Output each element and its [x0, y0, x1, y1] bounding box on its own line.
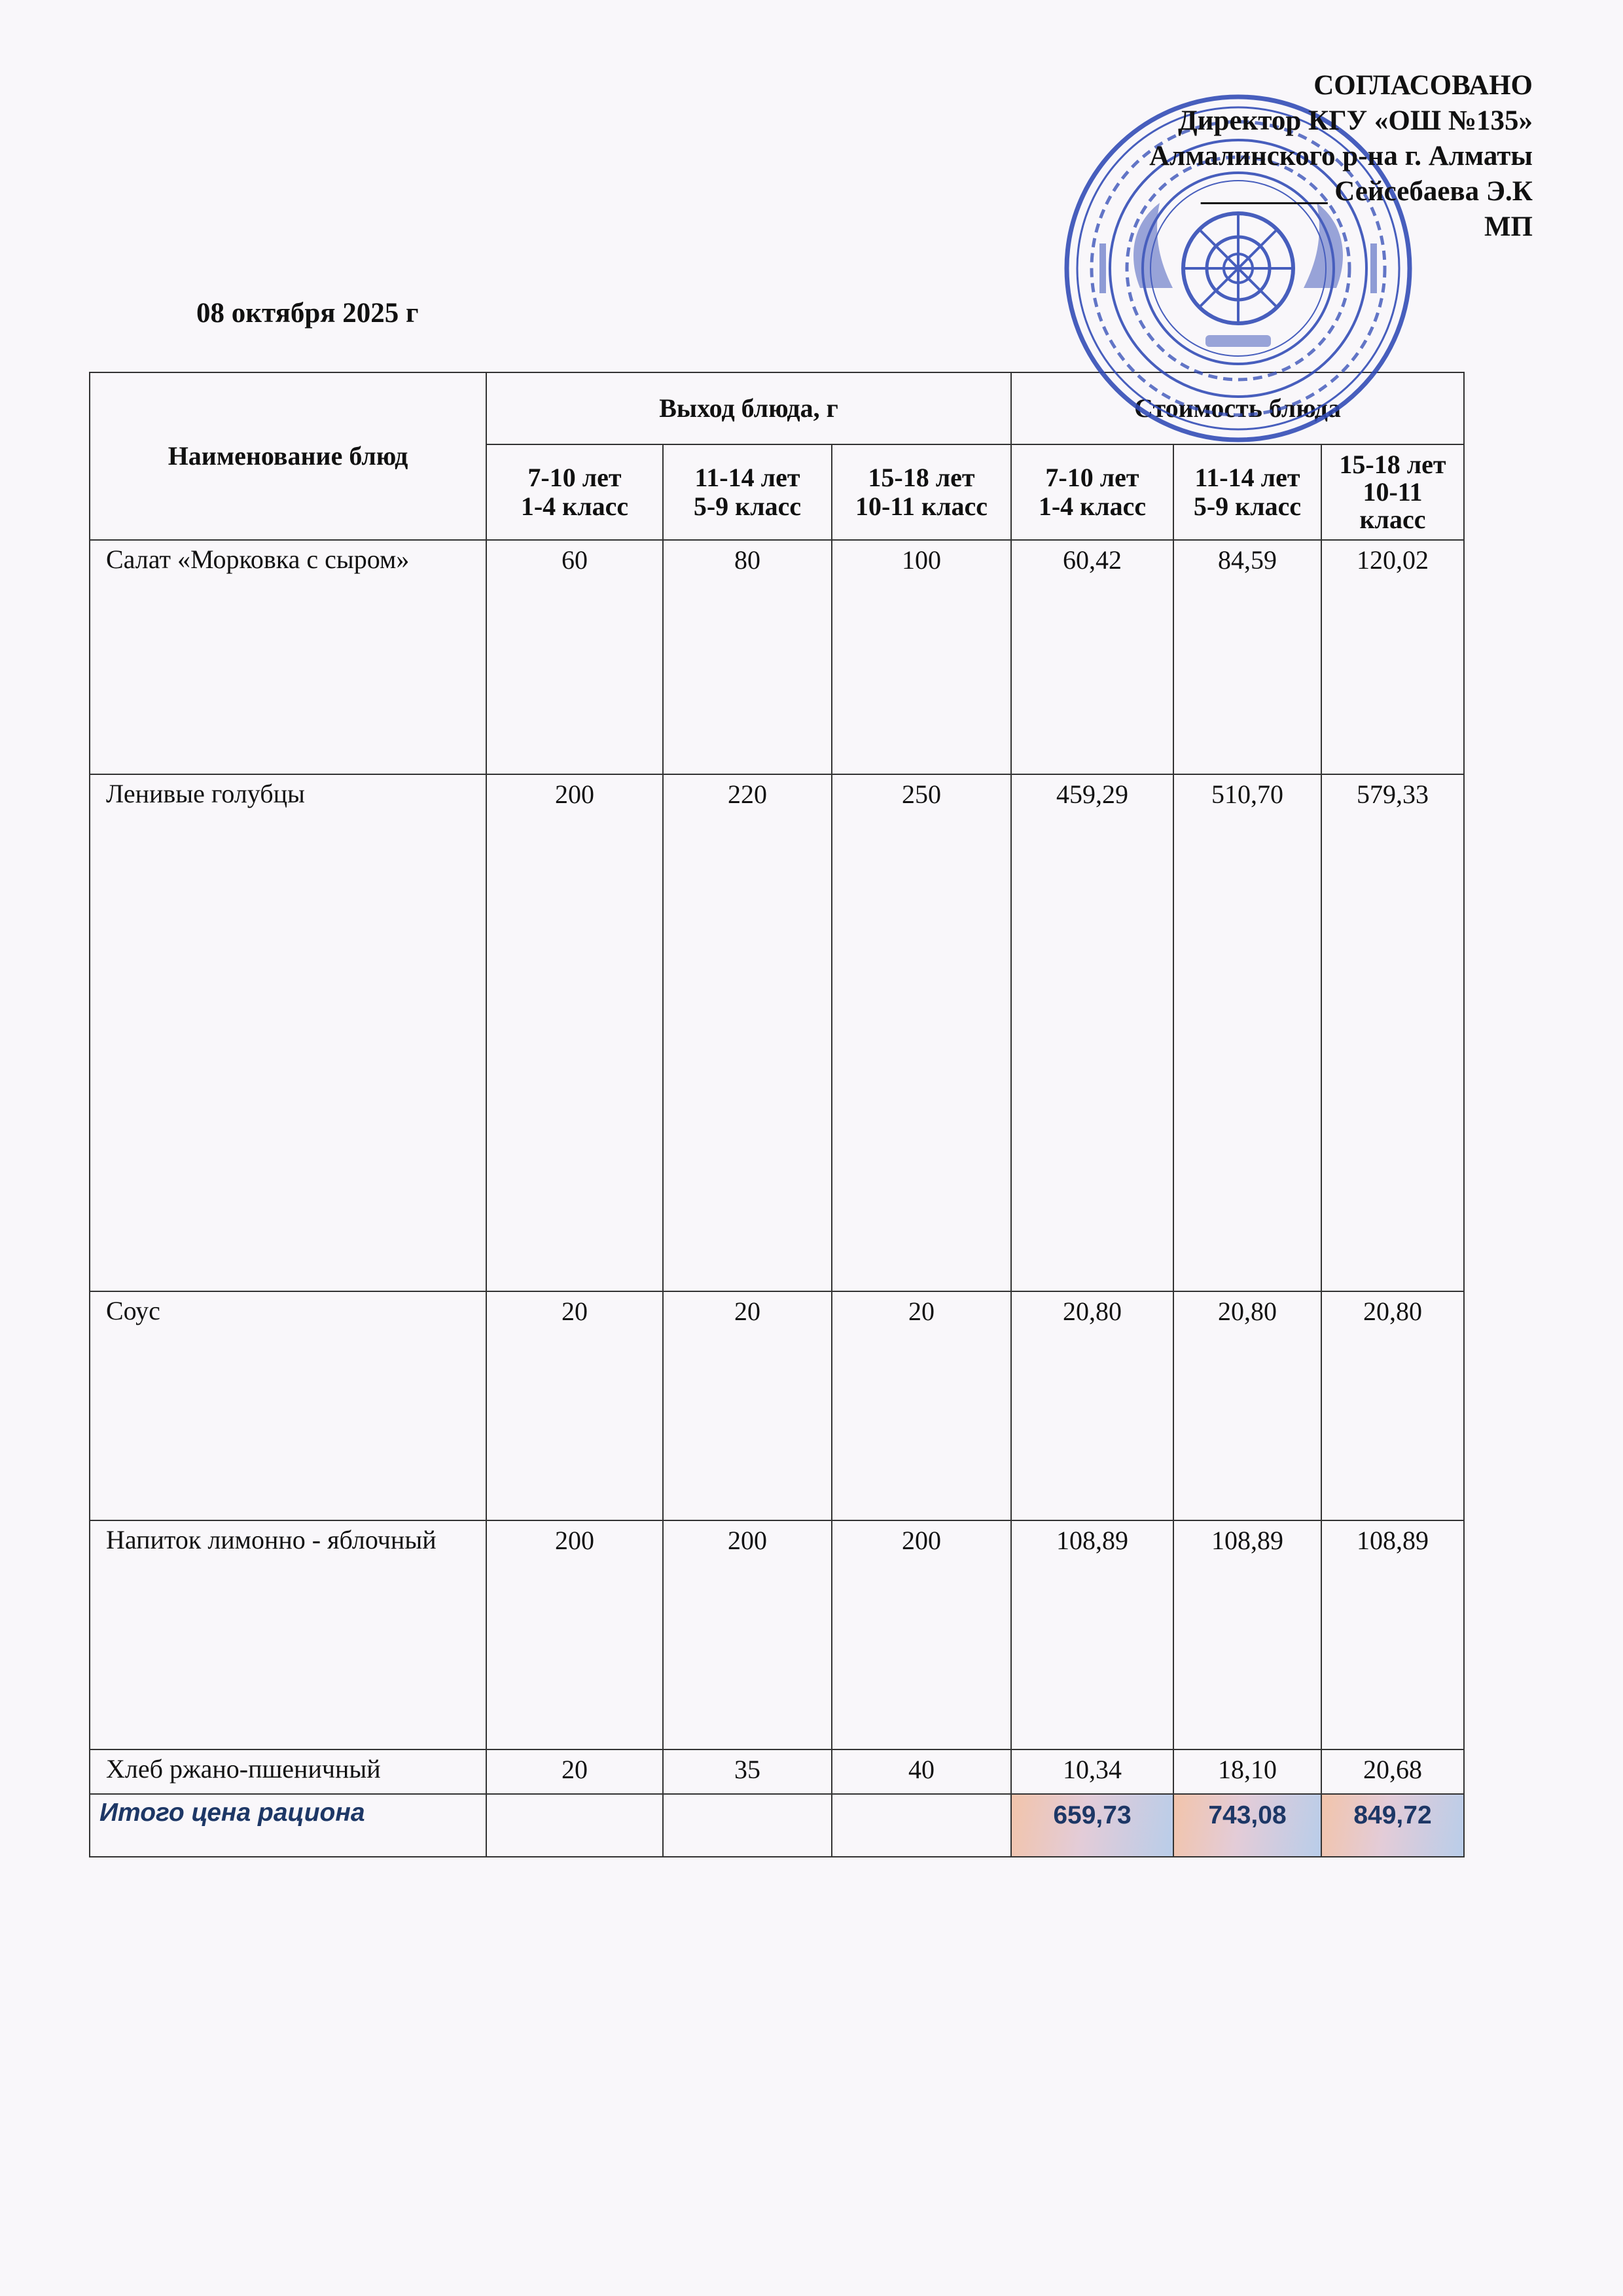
- total-row: [90, 1794, 1464, 1857]
- yield-group-3: 15-18 лет 10-11 класс: [832, 444, 1011, 540]
- cost-cell: 84,59: [1173, 540, 1321, 774]
- yield-cell: 40: [832, 1749, 1011, 1794]
- cost-cell: 510,70: [1173, 774, 1321, 1291]
- total-label: Итого цена рациона: [90, 1794, 486, 1857]
- cost-cell: 579,33: [1321, 774, 1464, 1291]
- yield-cell: 200: [663, 1520, 832, 1749]
- yield-cell: 20: [486, 1749, 663, 1794]
- yield-cell: 200: [832, 1520, 1011, 1749]
- empty-cell: [832, 1794, 1011, 1857]
- approval-block: [1149, 68, 1533, 245]
- cost-cell: 108,89: [1321, 1520, 1464, 1749]
- cost-cell: 108,89: [1011, 1520, 1173, 1749]
- total-cell: 659,73: [1011, 1794, 1173, 1857]
- yield-cell: 20: [663, 1291, 832, 1520]
- cost-cell: 120,02: [1321, 540, 1464, 774]
- cost-header: Стоимость блюда: [1011, 372, 1464, 444]
- dish-name: Ленивые голубцы: [90, 774, 486, 1291]
- yield-cell: 200: [486, 1520, 663, 1749]
- table-row: [90, 1520, 1464, 1749]
- dish-name: Напиток лимонно - яблочный: [90, 1520, 486, 1749]
- yield-cell: 220: [663, 774, 832, 1291]
- table-row: [90, 1291, 1464, 1520]
- cost-cell: 459,29: [1011, 774, 1173, 1291]
- yield-cell: 20: [832, 1291, 1011, 1520]
- yield-cell: 60: [486, 540, 663, 774]
- approval-title: СОГЛАСОВАНО: [1313, 70, 1533, 101]
- yield-group-2: 11-14 лет 5-9 класс: [663, 444, 832, 540]
- cost-cell: 108,89: [1173, 1520, 1321, 1749]
- yield-group-1: 7-10 лет 1-4 класс: [486, 444, 663, 540]
- yield-cell: 35: [663, 1749, 832, 1794]
- empty-cell: [486, 1794, 663, 1857]
- yield-cell: 100: [832, 540, 1011, 774]
- cost-cell: 18,10: [1173, 1749, 1321, 1794]
- cost-group-3: 15-18 лет 10-11 класс: [1321, 444, 1464, 540]
- cost-cell: 10,34: [1011, 1749, 1173, 1794]
- cost-cell: 20,80: [1173, 1291, 1321, 1520]
- cost-group-2: 11-14 лет 5-9 класс: [1173, 444, 1321, 540]
- cost-cell: 20,68: [1321, 1749, 1464, 1794]
- approval-position: Директор КГУ «ОШ №135»: [1178, 105, 1533, 136]
- name-header: Наименование блюд: [90, 372, 486, 540]
- yield-cell: 80: [663, 540, 832, 774]
- cost-cell: 20,80: [1321, 1291, 1464, 1520]
- yield-cell: 200: [486, 774, 663, 1291]
- yield-cell: 250: [832, 774, 1011, 1291]
- cost-group-1: 7-10 лет 1-4 класс: [1011, 444, 1173, 540]
- cost-cell: 20,80: [1011, 1291, 1173, 1520]
- approval-district: Алмалинского р-на г. Алматы: [1149, 141, 1533, 171]
- yield-cell: 20: [486, 1291, 663, 1520]
- cost-cell: 60,42: [1011, 540, 1173, 774]
- table-row: [90, 540, 1464, 774]
- table-row: [90, 1749, 1464, 1794]
- approval-mp: МП: [1484, 211, 1533, 242]
- dish-name: Салат «Морковка с сыром»: [90, 540, 486, 774]
- table-row: [90, 774, 1464, 1291]
- dish-name: Хлеб ржано-пшеничный: [90, 1749, 486, 1794]
- total-cell: 849,72: [1321, 1794, 1464, 1857]
- empty-cell: [663, 1794, 832, 1857]
- total-cell: 743,08: [1173, 1794, 1321, 1857]
- approval-signature: _________ Сейсебаева Э.К: [1200, 176, 1533, 207]
- dish-name: Соус: [90, 1291, 486, 1520]
- yield-header: Выход блюда, г: [486, 372, 1011, 444]
- menu-date: 08 октября 2025 г: [196, 298, 419, 329]
- menu-table: [89, 372, 1465, 1857]
